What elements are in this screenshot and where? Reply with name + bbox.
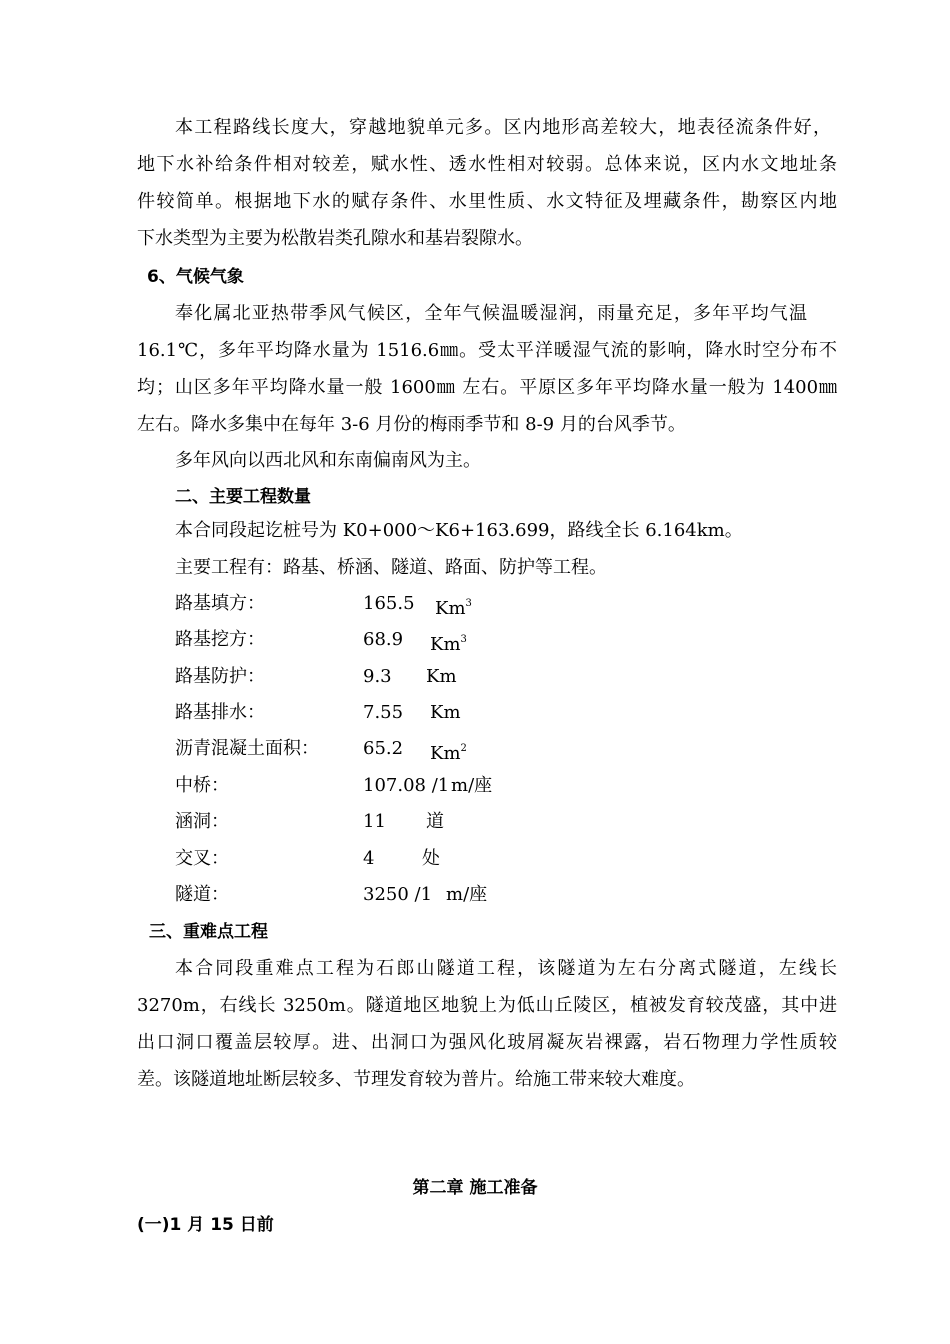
subsection-heading: (一)1 月 15 日前	[137, 1215, 274, 1235]
paragraph-line: 地下水补给条件相对较差，赋水性、透水性相对较弱。总体来说，区内水文地址条	[137, 154, 837, 175]
quantity-unit: m/座	[451, 775, 493, 796]
paragraph-line: 左右。降水多集中在每年 3-6 月份的梅雨季节和 8-9 月的台风季节。	[137, 414, 686, 435]
section-heading-quantities: 二、主要工程数量	[175, 487, 311, 507]
quantity-unit: 道	[426, 811, 444, 832]
quantity-label: 涵洞：	[175, 811, 229, 832]
quantity-label: 路基防护：	[175, 666, 265, 687]
paragraph-line: 3270m，右线长 3250m。隧道地区地貌上为低山丘陵区，植被发育较茂盛，其中进	[137, 995, 837, 1016]
section-heading-climate: 6、气候气象	[147, 267, 244, 287]
quantity-unit: Km	[430, 702, 461, 723]
paragraph-line: 主要工程有：路基、桥涵、隧道、路面、防护等工程。	[175, 557, 607, 578]
chapter-title: 第二章 施工准备	[412, 1178, 538, 1198]
paragraph-line: 多年风向以西北风和东南偏南风为主。	[175, 450, 481, 471]
quantity-unit: Km	[426, 666, 457, 687]
quantity-value: 3250 /1	[363, 884, 433, 905]
paragraph-line: 均；山区多年平均降水量一般 1600㎜ 左右。平原区多年平均降水量一般为 1400㎜	[137, 377, 837, 398]
quantity-value: 4	[363, 848, 375, 869]
paragraph-line: 下水类型为主要为松散岩类孔隙水和基岩裂隙水。	[137, 228, 533, 249]
paragraph-line: 本工程路线长度大，穿越地貌单元多。区内地形高差较大，地表径流条件好，	[175, 117, 831, 138]
quantity-value: 165.5	[363, 593, 415, 614]
quantity-value: 107.08 /1	[363, 775, 450, 796]
quantity-value: 7.55	[363, 702, 404, 723]
quantity-label: 中桥：	[175, 775, 229, 796]
quantity-value: 11	[363, 811, 386, 832]
paragraph-line: 件较简单。根据地下水的赋存条件、水里性质、水文特征及埋藏条件，勘察区内地	[137, 191, 837, 212]
quantity-unit: m/座	[446, 884, 488, 905]
quantity-label: 路基挖方：	[175, 629, 265, 650]
quantity-label: 路基填方：	[175, 593, 265, 614]
quantity-label: 交叉：	[175, 848, 229, 869]
quantity-unit: Km$^3$	[435, 598, 472, 619]
quantity-label: 沥青混凝土面积：	[175, 738, 319, 759]
paragraph-line: 差。该隧道地址断层较多、节理发育较为普片。给施工带来较大难度。	[137, 1069, 695, 1090]
quantity-unit: Km$^3$	[430, 634, 467, 655]
quantity-value: 65.2	[363, 738, 404, 759]
quantity-label: 隧道：	[175, 884, 229, 905]
quantity-label: 路基排水：	[175, 702, 265, 723]
paragraph-line: 本合同段重难点工程为石郎山隧道工程，该隧道为左右分离式隧道，左线长	[175, 958, 837, 979]
paragraph-line: 奉化属北亚热带季风气候区，全年气候温暖湿润，雨量充足，多年平均气温	[175, 303, 807, 324]
paragraph-line: 出口洞口覆盖层较厚。进、出洞口为强风化玻屑凝灰岩裸露，岩石物理力学性质较	[137, 1032, 837, 1053]
paragraph-line: 16.1℃，多年平均降水量为 1516.6㎜。受太平洋暖湿气流的影响，降水时空分布不	[137, 340, 837, 361]
section-heading-difficult: 三、重难点工程	[149, 922, 268, 942]
quantity-unit: Km$^2$	[430, 743, 467, 764]
quantity-value: 68.9	[363, 629, 404, 650]
quantity-unit: 处	[422, 848, 440, 869]
paragraph-line: 本合同段起讫桩号为 K0+000～K6+163.699，路线全长 6.164km。	[175, 520, 743, 541]
quantity-value: 9.3	[363, 666, 392, 687]
